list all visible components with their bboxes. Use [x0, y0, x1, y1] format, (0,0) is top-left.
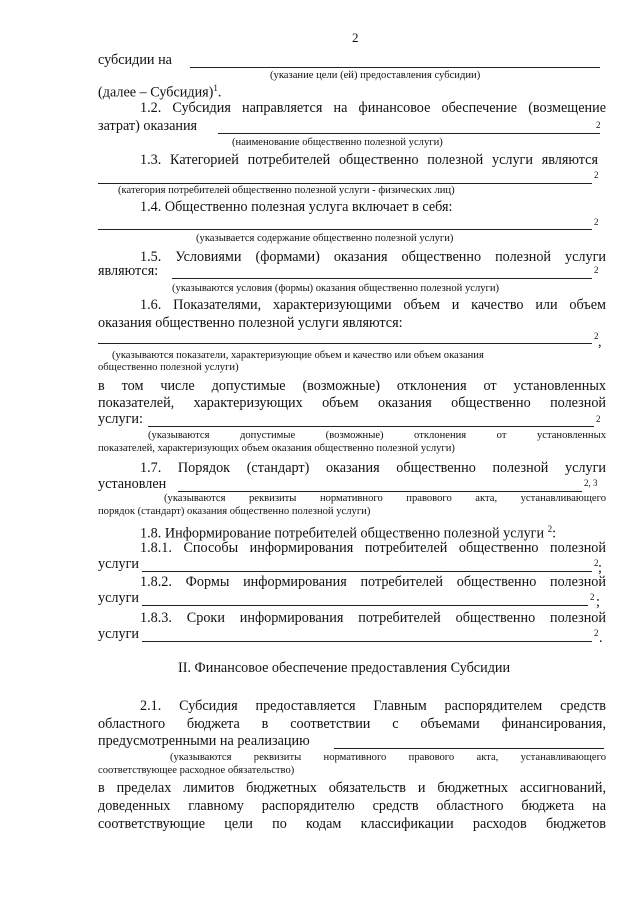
clause-2-1-line2: областного бюджета в соответствии с объемами финансирования, — [98, 716, 606, 732]
indicators-hint-line2: общественно полезной услуги) — [98, 362, 239, 373]
clause-1-2-line1: 1.2. Субсидия направляется на финансовое обеспечение (возмещение — [140, 100, 606, 116]
clause-1-8-1-line1: 1.8.1. Способы информирования потребителей общественно полезной — [140, 540, 606, 556]
subsidy-purpose-blank[interactable] — [190, 67, 600, 68]
standard-act-hint-line1: (указываются реквизиты нормативного правового акта, устанавливающего — [164, 493, 606, 504]
clause-1-2-line2: затрат) оказания — [98, 118, 198, 134]
footnote-ref: 2 — [594, 265, 599, 275]
punctuation-semicolon: ; — [596, 594, 600, 610]
clause-1-8-3-line1: 1.8.3. Сроки информирования потребителей общественно полезной — [140, 610, 606, 626]
funding-act-blank[interactable] — [334, 748, 604, 749]
subsidy-purpose-hint: (указание цели (ей) предоставления субсидии) — [270, 70, 481, 81]
service-conditions-hint: (указываются условия (формы) оказания общественно полезной услуги) — [172, 283, 500, 294]
footnote-ref: 2 — [594, 217, 599, 227]
funding-act-hint-line1: (указываются реквизиты нормативного правового акта, устанавливающего — [170, 752, 606, 763]
clause-1-8-line1: 1.8. Информирование потребителей общественно полезной услуги $^2$: — [140, 524, 557, 542]
service-content-blank[interactable] — [98, 229, 592, 230]
clause-1-8-3-line2: услуги — [98, 626, 139, 642]
punctuation-period: . — [599, 630, 603, 646]
clause-1-8-2-line1: 1.8.2. Формы информирования потребителей общественно полезной — [140, 574, 606, 590]
clause-1-5-line1: 1.5. Условиями (формами) оказания общественно полезной услуги — [140, 249, 606, 265]
subsidy-definition: (далее – Субсидия)$^1$. — [98, 83, 222, 101]
footnote-ref: 2 — [594, 331, 599, 341]
clause-1-5-line2: являются: — [98, 263, 159, 279]
indicators-blank[interactable] — [98, 343, 592, 344]
service-conditions-blank[interactable] — [172, 278, 592, 279]
deviations-blank[interactable] — [148, 426, 594, 427]
section-heading: II. Финансовое обеспечение предоставления Субсидии — [178, 660, 511, 676]
clause-1-6-line5: услуги: — [98, 411, 143, 427]
info-forms-blank[interactable] — [142, 605, 588, 606]
clause-1-8-2-line2: услуги — [98, 590, 139, 606]
footnote-ref: 2 — [596, 120, 601, 130]
punctuation-semicolon: ; — [598, 560, 602, 576]
clause-2-1-line1: 2.1. Субсидия предоставляется Главным распорядителем средств — [140, 698, 606, 714]
punctuation-comma: , — [598, 334, 602, 350]
footnote-ref: 2 — [594, 170, 599, 180]
clause-1-7-line2: установлен — [98, 476, 167, 492]
deviations-hint-line2: показателей, характеризующих объем оказания общественно полезной услуги) — [98, 443, 455, 454]
service-name-hint: (наименование общественно полезной услуги) — [232, 137, 443, 148]
clause-1-8-1-line2: услуги — [98, 556, 139, 572]
clause-1-4-line1: 1.4. Общественно полезная услуга включает в себя: — [140, 199, 453, 215]
footnote-ref: 2 — [590, 592, 595, 602]
subsidy-purpose-label: субсидии на — [98, 52, 172, 68]
footnote-ref: 2 — [594, 558, 599, 568]
service-name-blank[interactable] — [218, 133, 600, 134]
footnote-ref: 2, 3 — [584, 478, 598, 488]
service-content-hint: (указывается содержание общественно полезной услуги) — [196, 233, 454, 244]
standard-act-hint-line2: порядок (стандарт) оказания общественно полезной услуги) — [98, 506, 371, 517]
clause-1-3-line1: 1.3. Категорией потребителей общественно полезной услуги являются — [140, 152, 598, 168]
consumer-category-hint: (категория потребителей общественно полезной услуги - физических лиц) — [118, 185, 455, 196]
clause-1-7-line1: 1.7. Порядок (стандарт) оказания общественно полезной услуги — [140, 460, 606, 476]
standard-act-blank[interactable] — [178, 491, 582, 492]
clause-2-1-line6: соответствующие цели по кодам классификации расходов бюджетов — [98, 816, 606, 832]
clause-2-1-line4: в пределах лимитов бюджетных обязательств и бюджетных ассигнований, — [98, 780, 606, 796]
consumer-category-blank[interactable] — [98, 183, 592, 184]
clause-1-6-line1: 1.6. Показателями, характеризующими объем и качество или объем — [140, 297, 606, 313]
info-methods-blank[interactable] — [142, 571, 592, 572]
clause-1-6-line2: оказания общественно полезной услуги являются: — [98, 315, 403, 331]
clause-2-1-line3: предусмотренными на реализацию — [98, 733, 310, 749]
clause-2-1-line5: доведенных главному распорядителю средств областного бюджета на — [98, 798, 606, 814]
info-terms-blank[interactable] — [142, 641, 592, 642]
indicators-hint-line1: (указываются показатели, характеризующие объем и качество или объем оказания — [112, 350, 484, 361]
clause-1-6-line3: в том числе допустимые (возможные) отклонения от установленных — [98, 378, 606, 394]
footnote-ref: 2 — [594, 628, 599, 638]
deviations-hint-line1: (указываются допустимые (возможные) отклонения от установленных — [148, 430, 606, 441]
funding-act-hint-line2: соответствующее расходное обязательство) — [98, 765, 295, 776]
clause-1-6-line4: показателей, характеризующих объем оказания общественно полезной — [98, 395, 606, 411]
page-number: 2 — [352, 30, 359, 45]
footnote-ref: 2 — [596, 414, 601, 424]
